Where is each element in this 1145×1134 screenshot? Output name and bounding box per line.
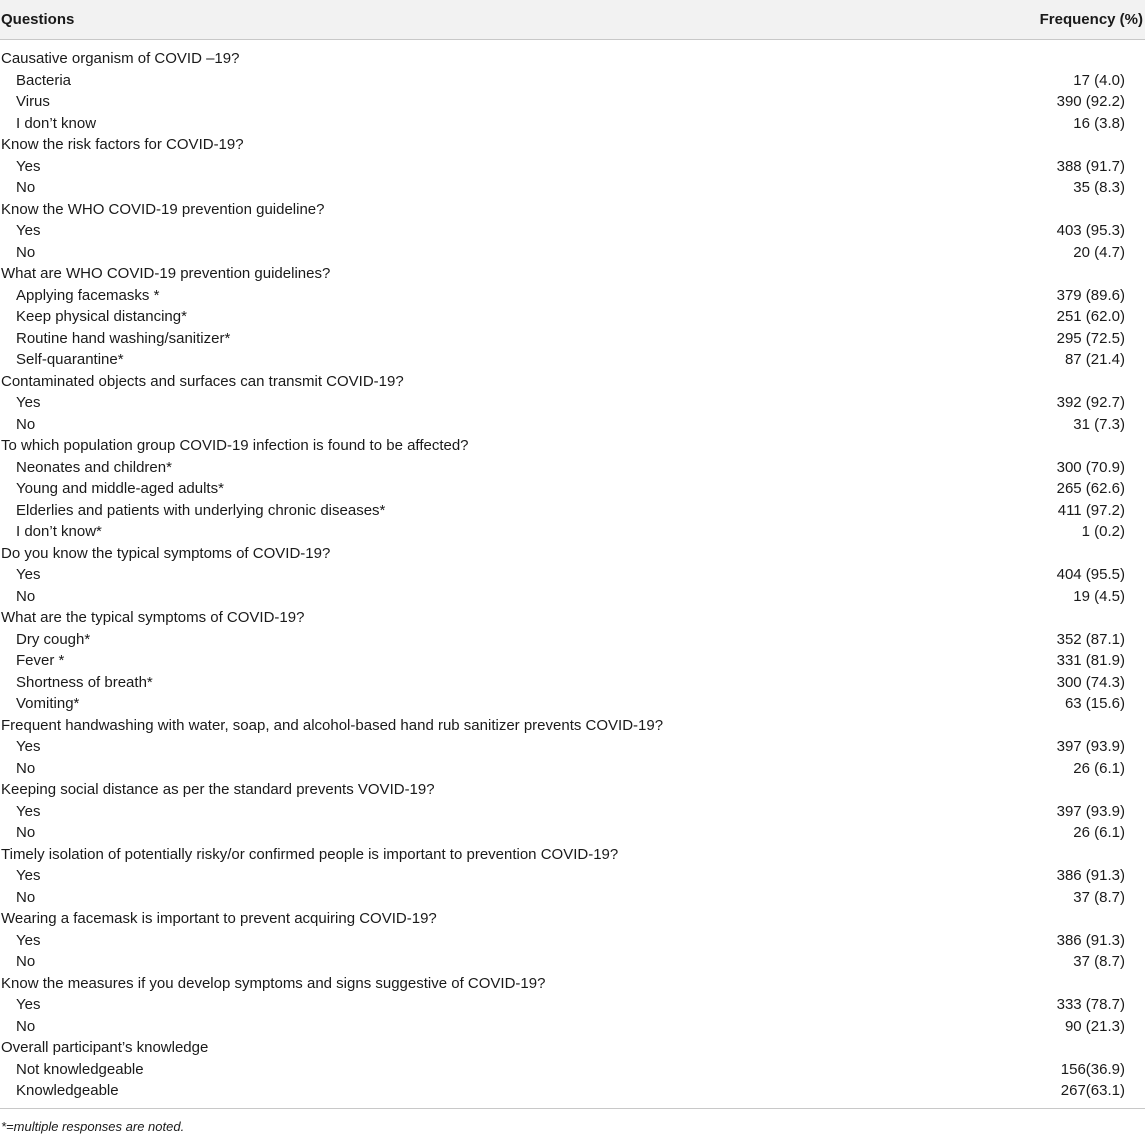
option-frequency: 403 (95.3) [1056,222,1125,240]
option-frequency: 265 (62.6) [1056,480,1125,498]
option-row [0,801,1145,823]
question-row [0,844,1145,866]
option-frequency: 37 (8.7) [1073,953,1125,971]
option-label: Vomiting* [16,695,80,713]
option-row [0,156,1145,178]
option-frequency: 333 (78.7) [1056,996,1125,1014]
option-label: Fever * [16,652,65,670]
option-label: No [16,953,36,971]
option-label: No [16,243,36,261]
option-row [0,70,1145,92]
question-row [0,543,1145,565]
option-label: No [16,824,36,842]
option-row [0,672,1145,694]
option-frequency: 300 (74.3) [1056,673,1125,691]
option-label: No [16,888,36,906]
option-frequency: 156(36.9) [1060,1060,1125,1078]
option-label: Yes [16,802,41,820]
question-text: Do you know the typical symptoms of COVID-19? [1,544,331,562]
option-frequency: 331 (81.9) [1056,652,1125,670]
table-body [0,40,1145,1102]
option-label: Keep physical distancing* [16,308,187,326]
option-label: Young and middle-aged adults* [16,480,224,498]
option-label: Elderlies and patients with underlying chronic diseases* [16,501,386,519]
question-text: Wearing a facemask is important to prevent acquiring COVID-19? [1,910,437,928]
question-row [0,1037,1145,1059]
question-text: To which population group COVID-19 infection is found to be affected? [1,437,469,455]
option-row [0,822,1145,844]
option-frequency: 388 (91.7) [1056,157,1125,175]
option-row [0,285,1145,307]
question-row [0,779,1145,801]
option-row [0,478,1145,500]
option-label: Yes [16,566,41,584]
option-frequency: 63 (15.6) [1064,695,1125,713]
option-label: Not knowledgeable [16,1060,144,1078]
option-row [0,414,1145,436]
table-footnote: *=multiple responses are noted. [1,1118,185,1134]
option-row [0,586,1145,608]
question-row [0,908,1145,930]
question-text: What are the typical symptoms of COVID-19? [1,609,305,627]
option-frequency: 37 (8.7) [1073,888,1125,906]
option-row [0,758,1145,780]
option-frequency: 392 (92.7) [1056,394,1125,412]
option-label: I don’t know [16,114,97,132]
question-text: Know the WHO COVID-19 prevention guideline? [1,200,325,218]
option-frequency: 26 (6.1) [1073,824,1125,842]
option-label: No [16,587,36,605]
option-label: No [16,759,36,777]
option-label: No [16,179,36,197]
question-row [0,199,1145,221]
question-text: What are WHO COVID-19 prevention guidelines? [1,265,331,283]
question-text: Frequent handwashing with water, soap, and alcohol-based hand rub sanitizer prevents COVID-19? [1,716,664,734]
question-row [0,48,1145,70]
option-frequency: 397 (93.9) [1056,802,1125,820]
frequency-header: Frequency (%) [1039,11,1143,28]
option-label: Yes [16,996,41,1014]
question-text: Causative organism of COVID –19? [1,50,240,68]
option-row [0,328,1145,350]
table-header [0,0,1145,40]
option-row [0,865,1145,887]
option-row [0,220,1145,242]
option-frequency: 90 (21.3) [1064,1017,1125,1035]
question-row [0,134,1145,156]
option-row [0,693,1145,715]
option-label: Yes [16,222,41,240]
option-label: Yes [16,157,41,175]
option-label: Virus [16,93,50,111]
option-frequency: 390 (92.2) [1056,93,1125,111]
option-label: Shortness of breath* [16,673,153,691]
option-row [0,736,1145,758]
question-text: Timely isolation of potentially risky/or confirmed people is important to prevention COVID-19? [1,845,619,863]
option-frequency: 352 (87.1) [1056,630,1125,648]
option-label: Yes [16,394,41,412]
question-text: Contaminated objects and surfaces can transmit COVID-19? [1,372,404,390]
option-frequency: 1 (0.2) [1081,523,1125,541]
option-label: Yes [16,867,41,885]
option-row [0,564,1145,586]
option-row [0,306,1145,328]
option-frequency: 31 (7.3) [1073,415,1125,433]
option-frequency: 251 (62.0) [1056,308,1125,326]
option-row [0,457,1145,479]
option-frequency: 35 (8.3) [1073,179,1125,197]
option-row [0,91,1145,113]
question-text: Know the measures if you develop symptoms and signs suggestive of COVID-19? [1,974,546,992]
option-frequency: 267(63.1) [1060,1082,1125,1100]
option-frequency: 386 (91.3) [1056,867,1125,885]
option-label: Yes [16,931,41,949]
option-frequency: 19 (4.5) [1073,587,1125,605]
question-row [0,973,1145,995]
option-frequency: 300 (70.9) [1056,458,1125,476]
option-row [0,177,1145,199]
question-row [0,607,1145,629]
option-row [0,500,1145,522]
option-row [0,521,1145,543]
option-row [0,349,1145,371]
option-label: Self-quarantine* [16,351,124,369]
option-label: Knowledgeable [16,1082,119,1100]
option-row [0,113,1145,135]
option-frequency: 295 (72.5) [1056,329,1125,347]
option-row [0,1059,1145,1081]
option-frequency: 20 (4.7) [1073,243,1125,261]
option-frequency: 411 (97.2) [1057,501,1125,519]
questions-header: Questions [1,11,75,28]
question-row [0,715,1145,737]
option-frequency: 404 (95.5) [1056,566,1125,584]
question-row [0,263,1145,285]
option-row [0,629,1145,651]
option-row [0,242,1145,264]
option-frequency: 17 (4.0) [1073,71,1125,89]
option-row [0,994,1145,1016]
option-frequency: 379 (89.6) [1056,286,1125,304]
option-row [0,1080,1145,1102]
option-label: No [16,1017,36,1035]
option-row [0,650,1145,672]
option-label: Routine hand washing/sanitizer* [16,329,231,347]
option-row [0,392,1145,414]
option-label: Bacteria [16,71,72,89]
question-text: Overall participant’s knowledge [1,1039,209,1057]
option-row [0,1016,1145,1038]
option-label: I don’t know* [16,523,102,541]
option-frequency: 87 (21.4) [1064,351,1125,369]
option-frequency: 386 (91.3) [1056,931,1125,949]
option-row [0,887,1145,909]
option-row [0,930,1145,952]
option-label: Dry cough* [16,630,91,648]
option-row [0,951,1145,973]
option-label: No [16,415,36,433]
option-frequency: 16 (3.8) [1073,114,1125,132]
question-text: Keeping social distance as per the standard prevents VOVID-19? [1,781,435,799]
question-row [0,371,1145,393]
question-row [0,435,1145,457]
option-label: Neonates and children* [16,458,172,476]
option-label: Yes [16,738,41,756]
question-text: Know the risk factors for COVID-19? [1,136,244,154]
option-frequency: 397 (93.9) [1056,738,1125,756]
option-label: Applying facemasks * [16,286,160,304]
option-frequency: 26 (6.1) [1073,759,1125,777]
